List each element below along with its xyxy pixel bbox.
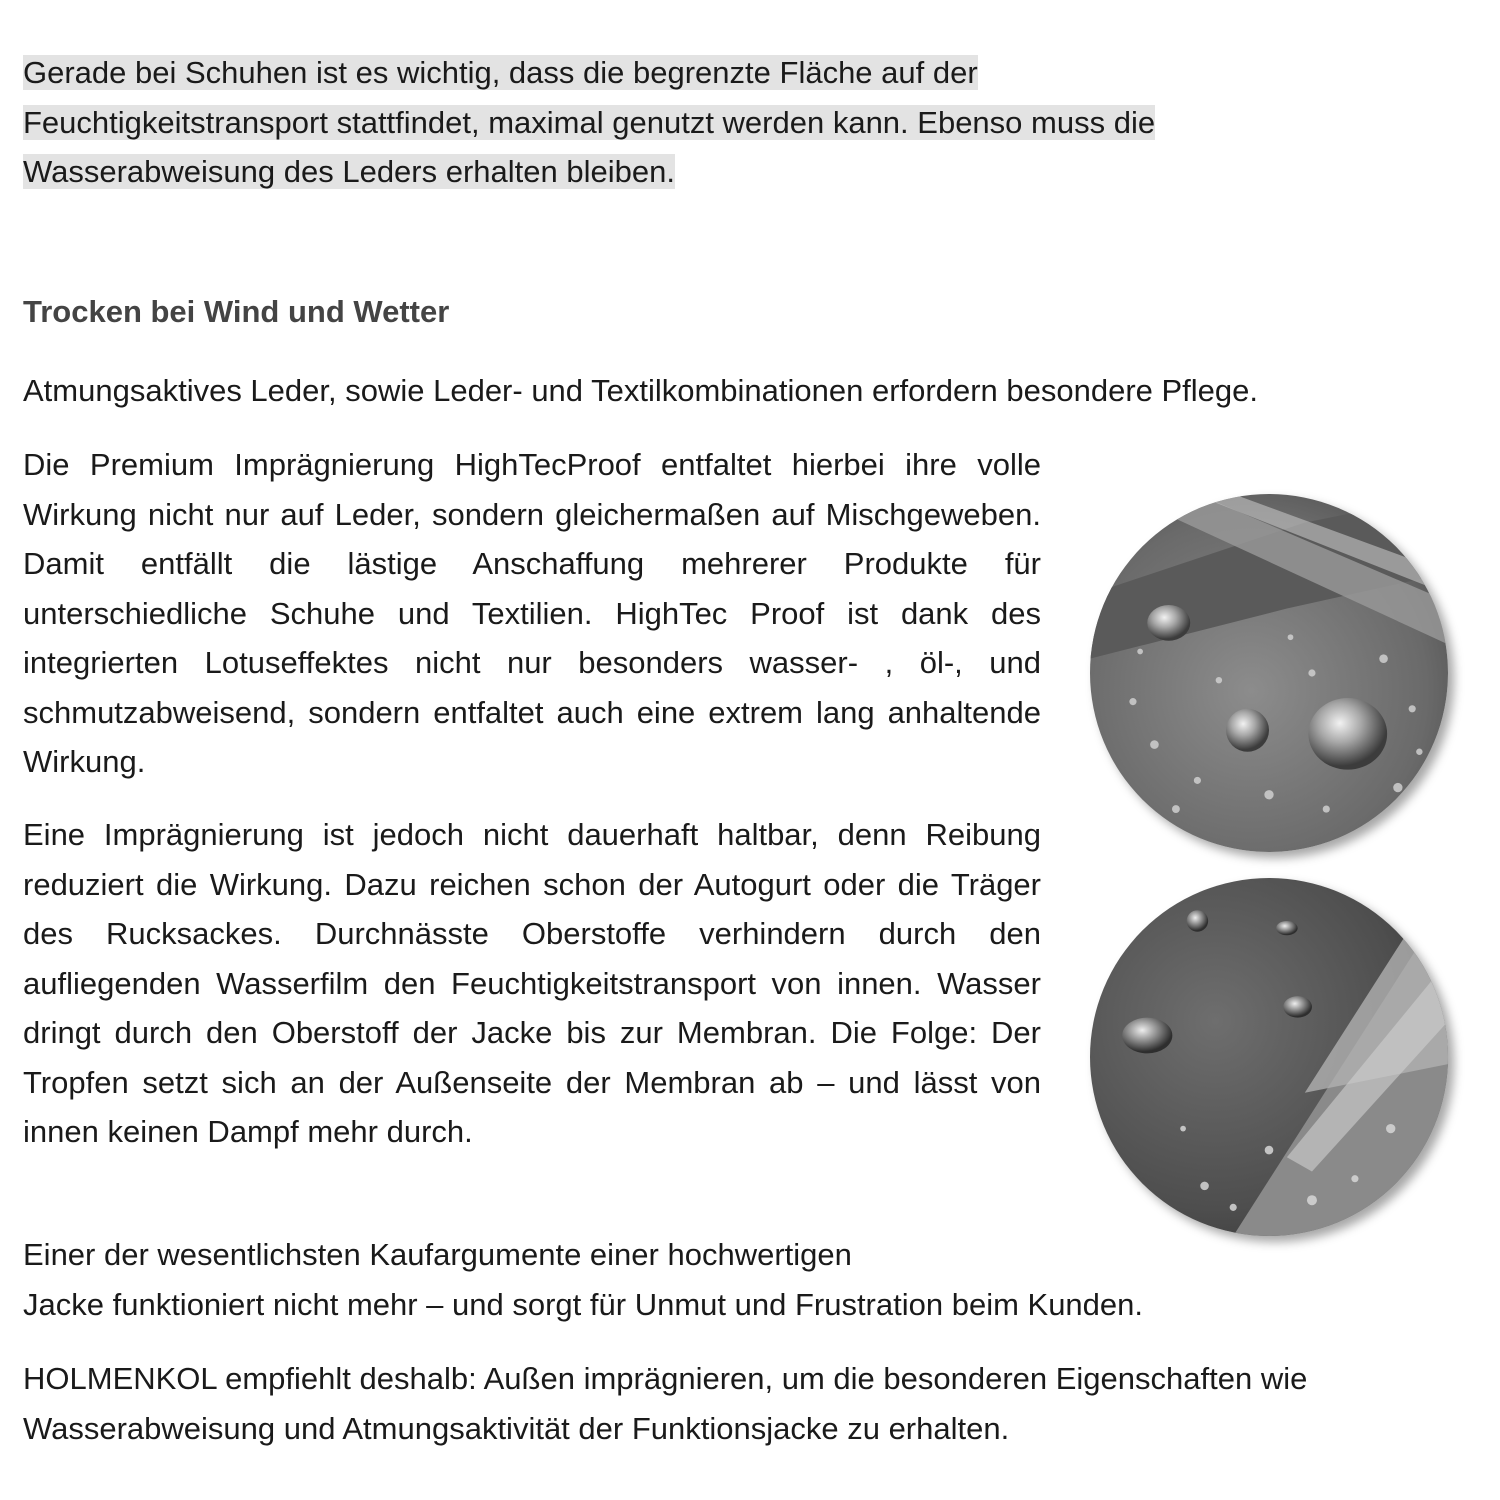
- highlight-line: Gerade bei Schuhen ist es wichtig, dass die begrenzte Fläche auf der: [23, 55, 978, 90]
- impraegnierung-paragraph: Eine Imprägnierung ist jedoch nicht dauerhaft haltbar, denn Reibung reduziert die Wirkung. Dazu reichen schon der Autogurt oder die Träger des Rucksackes. Durchnässte Oberstoffe verhindern durch den aufliegenden Wasserfilm den Feuchtigkeitstransport von innen. Wasser dringt durch den Oberstoff der Jacke bis zur Membran. Die Folge: Der Tropfen setzt sich an der Außenseite der Membran ab – und lässt von innen keinen Dampf mehr durch.: [23, 817, 1041, 1149]
- highlight-line: Wasserabweisung des Leders erhalten bleiben.: [23, 154, 675, 189]
- highlight-line: Feuchtigkeitstransport stattfindet, maximal genutzt werden kann. Ebenso muss die: [23, 104, 1156, 140]
- fabric-droplets-image: [1090, 494, 1448, 852]
- holmenkol-paragraph: HOLMENKOL empfiehlt deshalb: Außen imprägnieren, um die besonderen Eigenschaften wie Wasserabweisung und Atmungsaktivität der Funktionsjacke zu erhalten.: [23, 1361, 1308, 1446]
- fabric-droplets-photo: [1090, 494, 1448, 852]
- section-heading: Trocken bei Wind und Wetter: [23, 294, 450, 329]
- premium-paragraph: Die Premium Imprägnierung HighTecProof entfaltet hierbei ihre volle Wirkung nicht nur auf Leder, sondern gleichermaßen auf Mischgeweben. Damit entfällt die lästige Anschaffung mehrerer Produkte für unterschiedliche Schuhe und Textilien. HighTec Proof ist dank des integrierten Lotuseffektes nicht nur besonders wasser- , öl-, und schmutzabweisend, sondern entfaltet auch eine extrem lang anhaltende Wirkung.: [23, 447, 1041, 779]
- kaufargument-paragraph: Einer der wesentlichsten Kaufargumente einer hochwertigen Jacke funktioniert nicht mehr – und sorgt für Unmut und Frustration beim Kunden.: [23, 1237, 1144, 1322]
- highlighted-intro: [23, 48, 1155, 197]
- membrane-droplets-image: [1090, 878, 1448, 1236]
- membrane-droplets-photo: [1090, 878, 1448, 1236]
- intro-paragraph: Atmungsaktives Leder, sowie Leder- und Textilkombinationen erfordern besondere Pflege.: [23, 373, 1259, 408]
